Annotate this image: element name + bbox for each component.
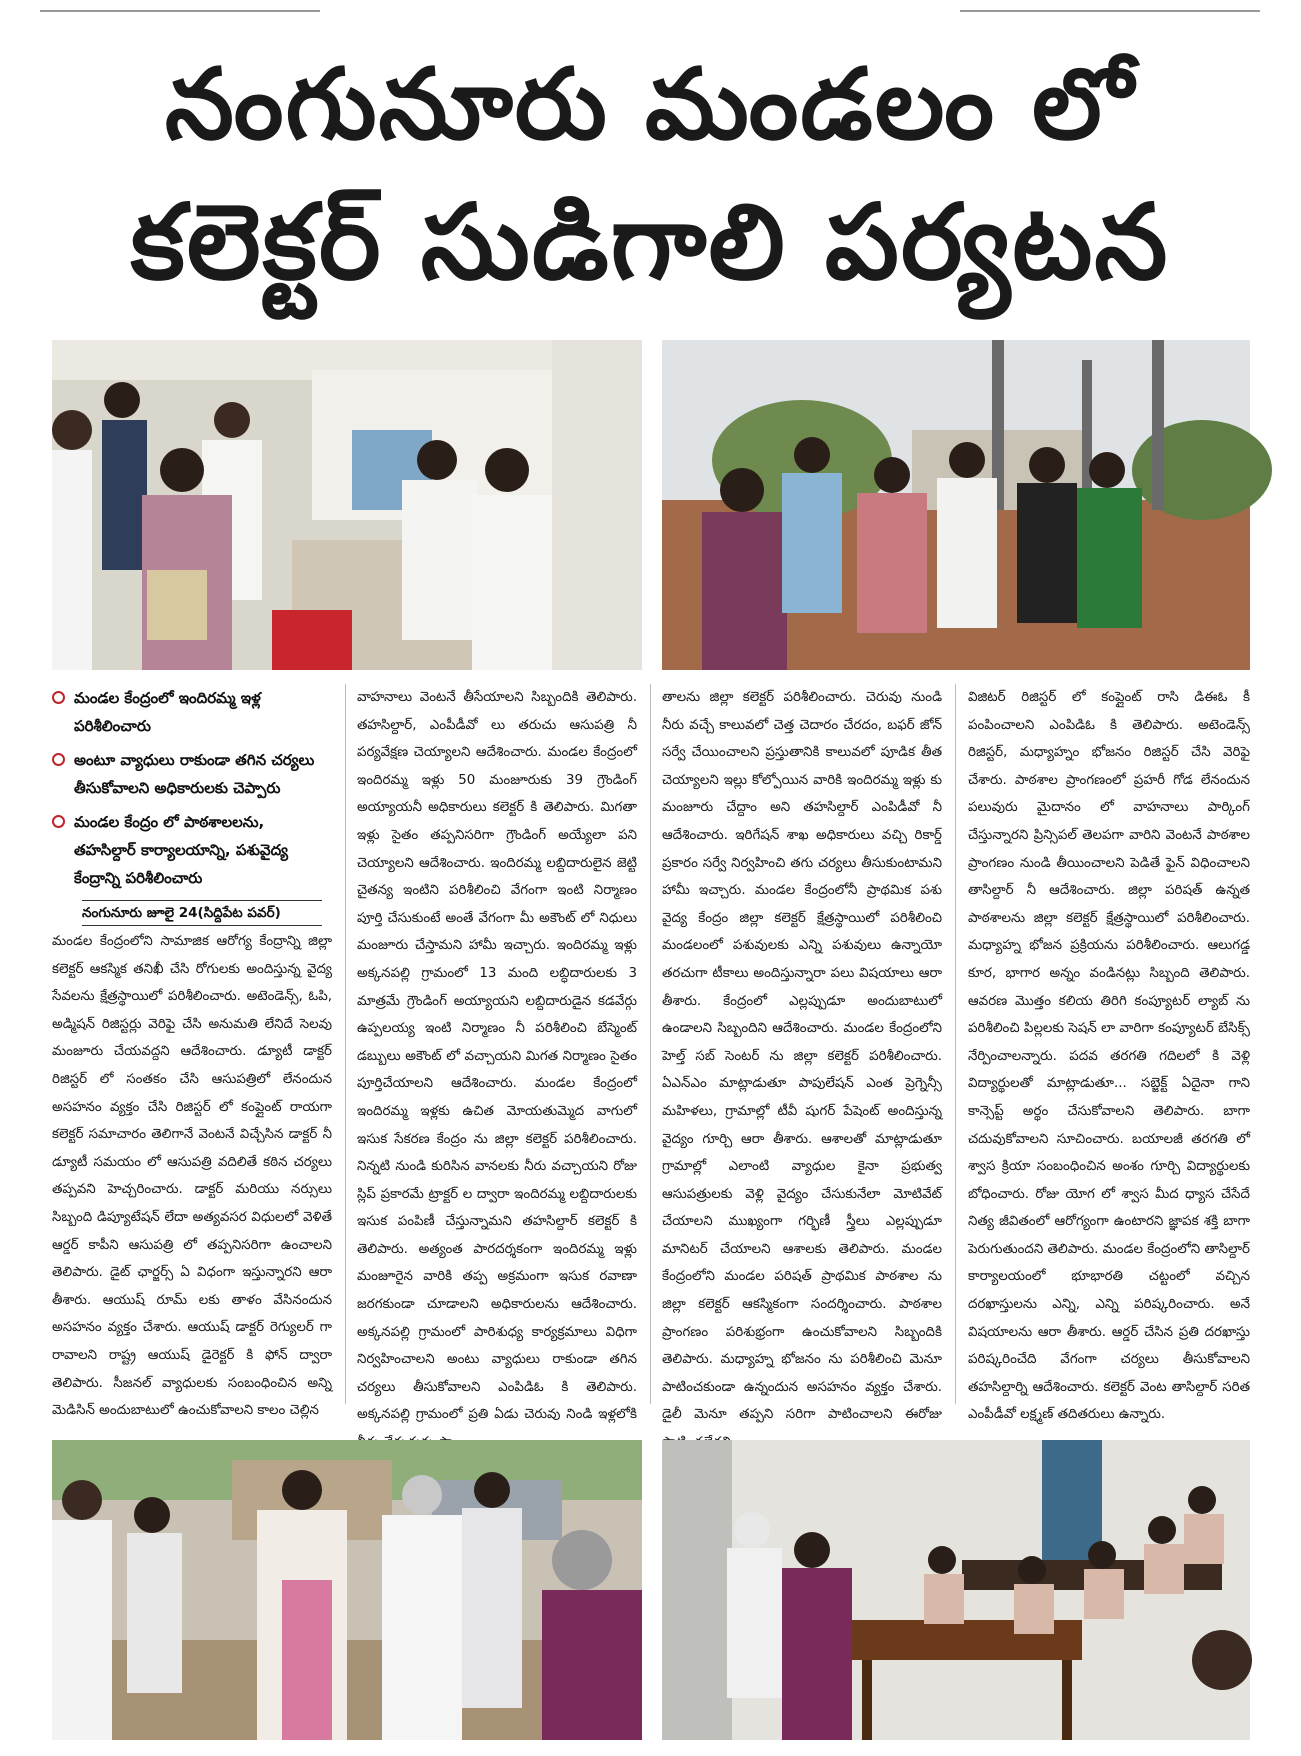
top-rule xyxy=(0,0,1301,20)
photo-hospital-visit xyxy=(52,340,642,670)
highlights-list xyxy=(52,684,322,898)
photo-village-walk xyxy=(52,1440,642,1740)
bullet-circle-icon xyxy=(52,753,65,766)
column-divider xyxy=(650,684,651,1404)
article-column-1: మండల కేంద్రంలోని సామాజిక ఆరోగ్య కేంద్రాన్ని జిల్లా కలెక్టర్ ఆకస్మిక తనిఖీ చేసి రోగులకు అందిస్తున్న వైద్య సేవలను క్షేత్రస్థాయిలో పరిశీలించారు. అటెండెన్స్, ఓపి, అడ్మిషన్ రిజిస్టర్లు వెరిఫై చేసి అనుమతి లేనిదే సెలవు మంజూరు చేయవద్దని ఆదేశించారు. డ్యూటీ డాక్టర్ రిజిస్టర్ లో సంతకం చేసి ఆసుపత్రిలో లేనందున అసహనం వ్యక్తం చేసి రిజిస్టర్ లో కంప్లైంట్ రాయగా కలెక్టర్ సమాచారం తెలిగానే వెంటనే విచ్చేసిన డాక్టర్ నీ డ్యూటీ సమయం లో ఆసుపత్రి వదిలితే కఠిన చర్యలు తప్పవని హెచ్చరించారు. డాక్టర్ మరియు నర్సులు సిబ్బంది డిప్యూటేషన్ లేదా అత్యవసర విధులలో వెళితే ఆర్డర్ కాపీని ఆసుపత్రి లో తప్పనిసరిగా ఉంచాలని తెలిపారు. డైట్ ఛార్జర్స్ ఏ విధంగా ఇస్తున్నారని ఆరా తీశారు. ఆయుష్ రూమ్ లకు తాళం వేసినందున అసహనం వ్యక్తం చేశారు. ఆయుష్ డాక్టర్ రెగ్యులర్ గా రావాలని రాష్ట్ర ఆయుష్ డైరెక్టర్ కి ఫోన్ ద్వారా తెలిపారు. సీజనల్ వ్యాధులకు సంబంధించిన అన్ని మెడిసిన్ అందుబాటులో ఉంచుకోవాలని కాలం చెల్లిన xyxy=(52,934,332,1419)
headline-line-2: కలెక్టర్ సుడిగాలి పర్యటన xyxy=(130,181,1170,303)
highlight-item: మండల కేంద్రంలో ఇందిరమ్మ ఇళ్ల పరిశీలించారు xyxy=(52,684,322,740)
photo-icon xyxy=(662,340,1250,670)
photo-school-classroom xyxy=(662,1440,1250,1740)
column-divider xyxy=(345,684,346,1404)
highlight-item: అంటూ వ్యాధులు రాకుండా తగిన చర్యలు తీసుకోవాలని అధికారులకు చెప్పారు xyxy=(52,746,322,802)
article-column-4: విజిటర్ రిజిస్టర్ లో కంప్లైంట్ రాసి డిఈఓ కీ పంపించాలని ఎంపిడిఓ కి తెలిపారు. అటెండెన్స్ రిజిస్టర్, మధ్యాహ్నం భోజనం రిజిస్టర్ చేసి వెరిఫై చేశారు. పాఠశాల ప్రాంగణంలో ప్రహరీ గోడ లేనందున పలువురు మైదానం లో వాహనాలు పార్కింగ్ చేస్తున్నారని ప్రిన్సిపల్ తెలపగా వారిని వెంటనే పాఠశాల ప్రాంగణం నుండి తీయించాలని పెడితే ఫైన్ విధించాలని తాసిల్దార్ నీ ఆదేశించారు. జిల్లా పరిషత్ ఉన్నత పాఠశాలను జిల్లా కలెక్టర్ క్షేత్రస్థాయిలో పరిశీలించారు. మధ్యాహ్న భోజన ప్రక్రియను పరిశీలించారు. ఆలుగడ్డ కూర, భాగార అన్నం వండినట్లు సిబ్బంది తెలిపారు. ఆవరణ మొత్తం కలియ తిరిగి కంప్యూటర్ ల్యాబ్ ను పరిశీలించి పిల్లలకు సెషన్ లా వారిగా కంప్యూటర్ బేసిక్స్ నేర్పించాలన్నారు. పదవ తరగతి గదిలలో కి వెళ్లి విద్యార్థులతో మాట్లాడుతూ... సబ్జెక్ట్ ఏదైనా గాని కాన్సెప్ట్ అర్థం చేసుకోవాలని తెలిపారు. బాగా చదువుకోవాలని సూచించారు. బయాలజీ తరగతి లో శ్వాస క్రియా సంబంధించిన అంశం గూర్చి విద్యార్థులకు బోధించారు. రోజు యోగ లో శ్వాస మీద ధ్యాస చేసేదే నిత్య జీవితంలో ఆరోగ్యంగా ఉంటారని జ్ఞాపక శక్తి బాగా పెరుగుతుందని తెలిపారు. మండల కేంద్రంలోని తాసిల్దార్ కార్యాలయంలో భూభారతి చట్టంలో వచ్చిన దరఖాస్తులను ఎన్ని, ఎన్ని పరిష్కరించారు. అనే విషయాలను ఆరా తీశారు. ఆర్డర్ చేసిన ప్రతి దరఖాస్తు పరిష్కరించేది వేగంగా చర్యలు తీసుకోవాలని తహసిల్దార్ని ఆదేశించారు. కలెక్టర్ వెంట తాసిల్దార్ సరిత ఎంపీడీవో లక్ష్మణ్ తదితరులు ఉన్నారు. xyxy=(968,690,1250,1423)
article-column-3: తాలను జిల్లా కలెక్టర్ పరిశీలించారు. చెరువు నుండి నీరు వచ్చే కాలువలో చెత్త చెదారం చేరదం, బఫర్ జోన్ సర్వే చేయించాలని ప్రస్తుతానికి కాలువలో పూడిక తీత చెయ్యాలని ఇల్లు కోల్పోయిన వారికి ఇందిరమ్మ ఇళ్లు కు మంజూరు చేద్దాం అని తహసిల్దార్ ఎంపిడీవో నీ ఆదేశించారు. ఇరిగేషన్ శాఖ అధికారులు వచ్చి రికార్డ్ ప్రకారం సర్వే నిర్వహించి తగు చర్యలు తీసుకుంటామని హామీ ఇచ్చారు. మండల కేంద్రంలోనీ ప్రాథమిక పశు వైద్య కేంద్రం జిల్లా కలెక్టర్ క్షేత్రస్థాయిలో పరిశీలించి మండలంలో పశువులకు ఎన్ని పశువులు ఉన్నాయో తరచుగా టీకాలు అందిస్తున్నారా పలు విషయాలు ఆరా తీశారు. కేంద్రంలో ఎల్లప్పుడూ అందుబాటులో ఉండాలని సిబ్బందిని ఆదేశించారు. మండల కేంద్రంలోని హెల్త్ సబ్ సెంటర్ ను జిల్లా కలెక్టర్ పరిశీలించారు. ఏఎన్ఎం మాట్లాడుతూ పాపులేషన్ ఎంత ప్రెగ్నెన్సీ మహిళలు, గ్రామాల్లో టీవీ షుగర్ పేషెంట్ అందిస్తున్న వైద్యం గూర్చి ఆరా తీశారు. ఆశాలతో మాట్లాడుతూ గ్రామాల్లో ఎలాంటి వ్యాధుల కైనా ప్రభుత్వ ఆసుపత్రులకు వెళ్లి వైద్యం చేసుకునేలా మోటివేట్ చేయాలని ముఖ్యంగా గర్భిణీ స్త్రీలు ఎల్లప్పుడూ మానిటర్ చేయాలని ఆశాలకు తెలిపారు. మండల కేంద్రంలోని మండల పరిషత్ ప్రాథమిక పాఠశాల ను జిల్లా కలెక్టర్ ఆకస్మికంగా సందర్శించారు. పాఠశాల ప్రాంగణం పరిశుభ్రంగా ఉంచుకోవాలని సిబ్బందికి తెలిపారు. మధ్యాహ్న భోజనం ను పరిశీలించి మెనూ పాటించకుండా ఉన్నందున అసహనం వ్యక్తం చేశారు. డైలీ మెనూ తప్పని సరిగా పాటించాలని ఈరోజు xyxy=(662,690,942,1423)
dateline: నంగునూరు జూలై 24(సిద్దిపేట పవర్) xyxy=(82,900,322,926)
headline-line-1: నంగునూరు మండలం లో xyxy=(165,48,1135,162)
photo-site-inspection xyxy=(662,340,1250,670)
bullet-circle-icon xyxy=(52,691,65,704)
highlight-item: మండల కేంద్రం లో పాఠశాలలను, తహసిల్దార్ కార్యాలయాన్ని, పశువైద్య కేంద్రాన్ని పరిశీలించారు xyxy=(52,808,322,892)
column-divider xyxy=(955,684,956,1404)
photo-icon xyxy=(662,1440,1250,1740)
photo-icon xyxy=(52,1440,642,1740)
bullet-circle-icon xyxy=(52,815,65,828)
photo-icon xyxy=(52,340,642,670)
article-column-2: వాహనాలు వెంటనే తీసేయాలని సిబ్బందికి తెలిపారు. తహసిల్దార్, ఎంపీడీవో లు తరుచు ఆసుపత్రి నీ పర్యవేక్షణ చెయ్యాలని ఆదేశించారు. మండల కేంద్రంలో ఇందిరమ్మ ఇళ్లు 50 మంజూరుకు 39 గ్రౌండింగ్ అయ్యాయనీ అధికారులు కలెక్టర్ కి తెలిపారు. మిగతా ఇళ్లు సైతం తప్పనిసరిగా గ్రౌండింగ్ అయ్యేలా పని చెయ్యాలని ఆదేశించారు. ఇందిరమ్మ లబ్దిదారులైన జెట్టి చైతన్య ఇంటిని పరిశీలించి వేగంగా ఇంటి నిర్మాణం పూర్తి చేసుకుంటే అంతే వేగంగా మీ అకౌంట్ లో నిధులు మంజూరు చేస్తామని హామీ ఇచ్చారు. ఇందిరమ్మ ఇళ్లు అక్కనపల్లి గ్రామంలో 13 మంది లబ్ధిదారులకు 3 మాత్రమే గ్రౌండింగ్ అయ్యాయని లబ్దిదారుడైన కడవేర్గు ఉప్పలయ్య ఇంటి నిర్మాణం నీ పరిశీలించి బేస్మెంట్ డబ్బులు అకౌంట్ లో వచ్చాయని మిగత నిర్మాణం సైతం పూర్తిచేయాలని ఆదేశించారు. మండల కేంద్రంలో ఇందిరమ్మ ఇళ్లకు ఉచిత మోయతుమ్మెద వాగులో ఇసుక సేకరణ కేంద్రం ను జిల్లా కలెక్టర్ పరిశీలించారు. నిన్నటి నుండి కురిసిన వానలకు నీరు వచ్చాయని రోజు స్లిప్ ప్రకారమే ట్రాక్టర్ ల ద్వారా ఇందిరమ్మ లబ్దిదారులకు ఇసుక పంపిణీ చేస్తున్నామని తహసిల్దార్ కలెక్టర్ కి తెలిపారు. అత్యంత పారదర్శకంగా ఇందిరమ్మ ఇళ్లు మంజూరైన వారికి తప్ప అక్రమంగా ఇసుక రవాణా జరగకుండా చూడాలని అధికారులను ఆదేశించారు. అక్కనపల్లి గ్రామంలో పారిశుధ్య కార్యక్రమాలు విధిగా నిర్వహించాలని అంటు వ్యాధులు రాకుండా తగిన చర్యలు తీసుకోవాలని ఎంపిడిఓ కి తెలిపారు. అక్కనపల్లి గ్రామంలో ప్రతి ఏడు చెరువు నిండి ఇళ్లలోకి xyxy=(357,690,637,1423)
